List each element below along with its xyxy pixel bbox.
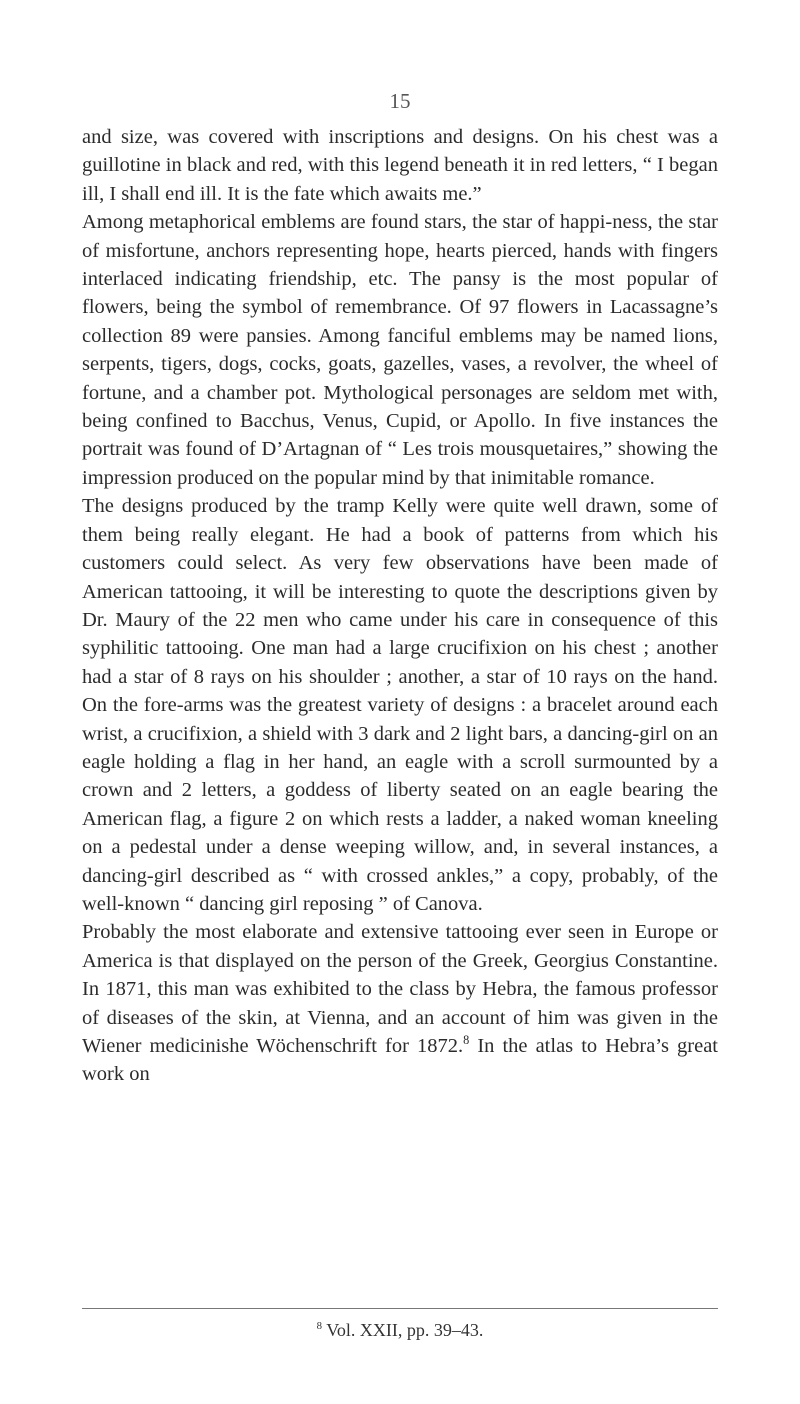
paragraph-4 [82,918,718,1088]
page-number: 15 [389,89,411,113]
paragraph-1: and size, was covered with inscriptions and designs. On his chest was a guillotine in black and red, with this legend beneath it in red letters, “ I began ill, I shall end ill. It is the fate which awaits me.” [82,126,718,205]
paragraph-3: The designs produced by the tramp Kelly were quite well drawn, some of them being really elegant. He had a book of patterns from which his customers could select. As very few observations have been made of American tattooing, it will be interesting to quote the descriptions given by Dr. Maury of the 22 men who came under his care in consequence of this syphilitic tattooing. One man had a large crucifixion on his chest ; another had a star of 8 rays on his shoulder ; another, a star of 10 rays on the hand. On the fore-arms was the greatest variety of designs : a bracelet around each wrist, a crucifixion, a shield with 3 dark and 2 light bars, a dancing-girl on an eagle holding a flag in her hand, an eagle with a scroll surmounted by a crown and 2 letters, a goddess of liberty seated on an eagle bearing the American flag, a figure 2 on which rests a ladder, a naked woman kneeling on a pedestal under a dense weeping willow, and, in several instances, a dancing-girl described as “ with crossed ankles,” a copy, probably, of the well-known “ dancing girl reposing ” of Canova. [82,495,718,915]
footnote-reference: 8 [463,1033,470,1048]
footnote-text: Vol. XXII, pp. 39–43. [326,1320,484,1340]
footnote-marker: 8 [316,1320,323,1332]
paragraph-4-text-continued: In the atlas to Hebra’s great work on [82,1035,718,1086]
paragraph-2: Among metaphorical emblems are found stars, the star of happi-ness, the star of misfortune, anchors representing hope, hearts pierced, hands with fingers interlaced indicating friendship, etc. The pansy is the most popular of flowers, being the symbol of remembrance. Of 97 flowers in Lacassagne’s collection 89 were pansies. Among fanciful emblems may be named lions, serpents, tigers, dogs, cocks, goats, gazelles, vases, a revolver, the wheel of fortune, and a chamber pot. Mythological personages are seldom met with, being confined to Bacchus, Venus, Cupid, or Apollo. In five instances the portrait was found of D’Artagnan of “ Les trois mousquetaires,” showing the impression produced on the popular mind by that inimitable romance. [82,211,718,489]
footnote [0,1320,800,1341]
paragraph-4-text: Probably the most elaborate and extensive tattooing ever seen in Europe or America is that displayed on the person of the Greek, Georgius Constantine. In 1871, this man was exhibited to the class by Hebra, the famous professor of diseases of the skin, at Vienna, and an account of him was given in the Wiener medicinishe Wöchenschrift for 1872. [82,921,718,1057]
body-text [82,123,718,1089]
footnote-divider [82,1308,718,1309]
